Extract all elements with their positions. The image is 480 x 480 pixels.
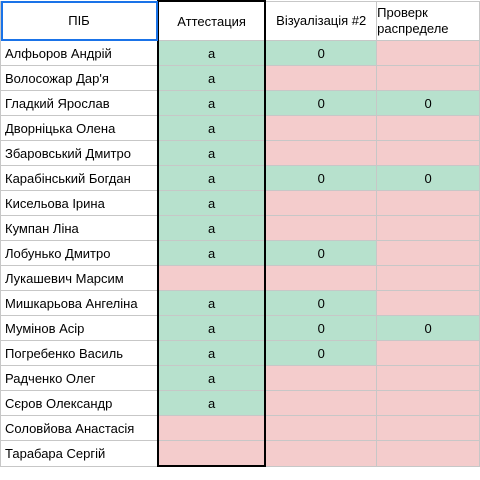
check-cell[interactable]: [377, 391, 480, 416]
name-cell[interactable]: Збаровський Дмитро: [1, 141, 158, 166]
table-row: [1, 216, 480, 241]
attestation-cell[interactable]: a: [158, 41, 265, 66]
check-cell[interactable]: [377, 366, 480, 391]
table-row: [1, 91, 480, 116]
table-row: [1, 41, 480, 66]
table-row: [1, 316, 480, 341]
check-cell[interactable]: [377, 341, 480, 366]
check-cell[interactable]: [377, 66, 480, 91]
check-cell[interactable]: [377, 241, 480, 266]
header-check-line1: Проверк: [377, 4, 428, 20]
header-check[interactable]: [377, 1, 480, 41]
attestation-cell[interactable]: a: [158, 191, 265, 216]
table-row: [1, 191, 480, 216]
visualization-cell[interactable]: 0: [265, 341, 376, 366]
attestation-cell[interactable]: a: [158, 66, 265, 91]
visualization-cell[interactable]: 0: [265, 316, 376, 341]
attestation-cell[interactable]: a: [158, 291, 265, 316]
name-cell[interactable]: Радченко Олег: [1, 366, 158, 391]
name-cell[interactable]: Сєров Олександр: [1, 391, 158, 416]
check-cell[interactable]: [377, 191, 480, 216]
name-cell[interactable]: Погребенко Василь: [1, 341, 158, 366]
visualization-cell[interactable]: [265, 391, 376, 416]
check-cell[interactable]: [377, 116, 480, 141]
table-row: [1, 116, 480, 141]
check-cell[interactable]: [377, 41, 480, 66]
name-cell[interactable]: Кисельова Ірина: [1, 191, 158, 216]
name-cell[interactable]: Кумпан Ліна: [1, 216, 158, 241]
attestation-cell[interactable]: a: [158, 166, 265, 191]
name-cell[interactable]: Карабінський Богдан: [1, 166, 158, 191]
visualization-cell[interactable]: [265, 216, 376, 241]
name-cell[interactable]: Алфьоров Андрій: [1, 41, 158, 66]
header-attestation[interactable]: Аттестация: [158, 1, 265, 41]
check-cell[interactable]: 0: [377, 91, 480, 116]
visualization-cell[interactable]: [265, 116, 376, 141]
name-cell[interactable]: Мишкарьова Ангеліна: [1, 291, 158, 316]
check-cell[interactable]: 0: [377, 316, 480, 341]
table-row: [1, 341, 480, 366]
name-cell[interactable]: Соловйова Анастасія: [1, 416, 158, 441]
visualization-cell[interactable]: 0: [265, 91, 376, 116]
name-cell[interactable]: Волосожар Дар'я: [1, 66, 158, 91]
visualization-cell[interactable]: [265, 66, 376, 91]
attestation-cell[interactable]: [158, 441, 265, 467]
check-cell[interactable]: [377, 291, 480, 316]
check-cell[interactable]: [377, 416, 480, 441]
attestation-cell[interactable]: a: [158, 341, 265, 366]
table-row: [1, 366, 480, 391]
check-cell[interactable]: [377, 441, 480, 467]
attestation-cell[interactable]: a: [158, 391, 265, 416]
table-row: [1, 391, 480, 416]
check-cell[interactable]: [377, 266, 480, 291]
header-check-line2: распределе: [377, 20, 449, 36]
header-pib[interactable]: ПІБ: [1, 1, 158, 41]
visualization-cell[interactable]: [265, 416, 376, 441]
table-row: [1, 441, 480, 467]
attestation-cell[interactable]: a: [158, 216, 265, 241]
visualization-cell[interactable]: [265, 441, 376, 467]
check-cell[interactable]: 0: [377, 166, 480, 191]
check-cell[interactable]: [377, 141, 480, 166]
header-visualization[interactable]: Візуалізація #2: [265, 1, 376, 41]
visualization-cell[interactable]: [265, 266, 376, 291]
name-cell[interactable]: Дворніцька Олена: [1, 116, 158, 141]
name-cell[interactable]: Гладкий Ярослав: [1, 91, 158, 116]
attestation-cell[interactable]: a: [158, 116, 265, 141]
name-cell[interactable]: Лобунько Дмитро: [1, 241, 158, 266]
visualization-cell[interactable]: [265, 141, 376, 166]
attestation-cell[interactable]: a: [158, 91, 265, 116]
name-cell[interactable]: Лукашевич Марсим: [1, 266, 158, 291]
visualization-cell[interactable]: [265, 191, 376, 216]
visualization-cell[interactable]: [265, 366, 376, 391]
table-row: [1, 291, 480, 316]
attestation-cell[interactable]: a: [158, 241, 265, 266]
attestation-cell[interactable]: a: [158, 366, 265, 391]
table-row: [1, 416, 480, 441]
table-row: [1, 241, 480, 266]
table-row: [1, 266, 480, 291]
visualization-cell[interactable]: 0: [265, 291, 376, 316]
table-row: [1, 141, 480, 166]
name-cell[interactable]: Мумінов Асір: [1, 316, 158, 341]
name-cell[interactable]: Тарабара Сергій: [1, 441, 158, 467]
visualization-cell[interactable]: 0: [265, 41, 376, 66]
header-row: [1, 1, 480, 41]
attestation-cell[interactable]: [158, 416, 265, 441]
attestation-cell[interactable]: a: [158, 316, 265, 341]
check-cell[interactable]: [377, 216, 480, 241]
visualization-cell[interactable]: 0: [265, 241, 376, 266]
table-row: [1, 166, 480, 191]
attestation-cell[interactable]: [158, 266, 265, 291]
table-row: [1, 66, 480, 91]
attestation-cell[interactable]: a: [158, 141, 265, 166]
visualization-cell[interactable]: 0: [265, 166, 376, 191]
